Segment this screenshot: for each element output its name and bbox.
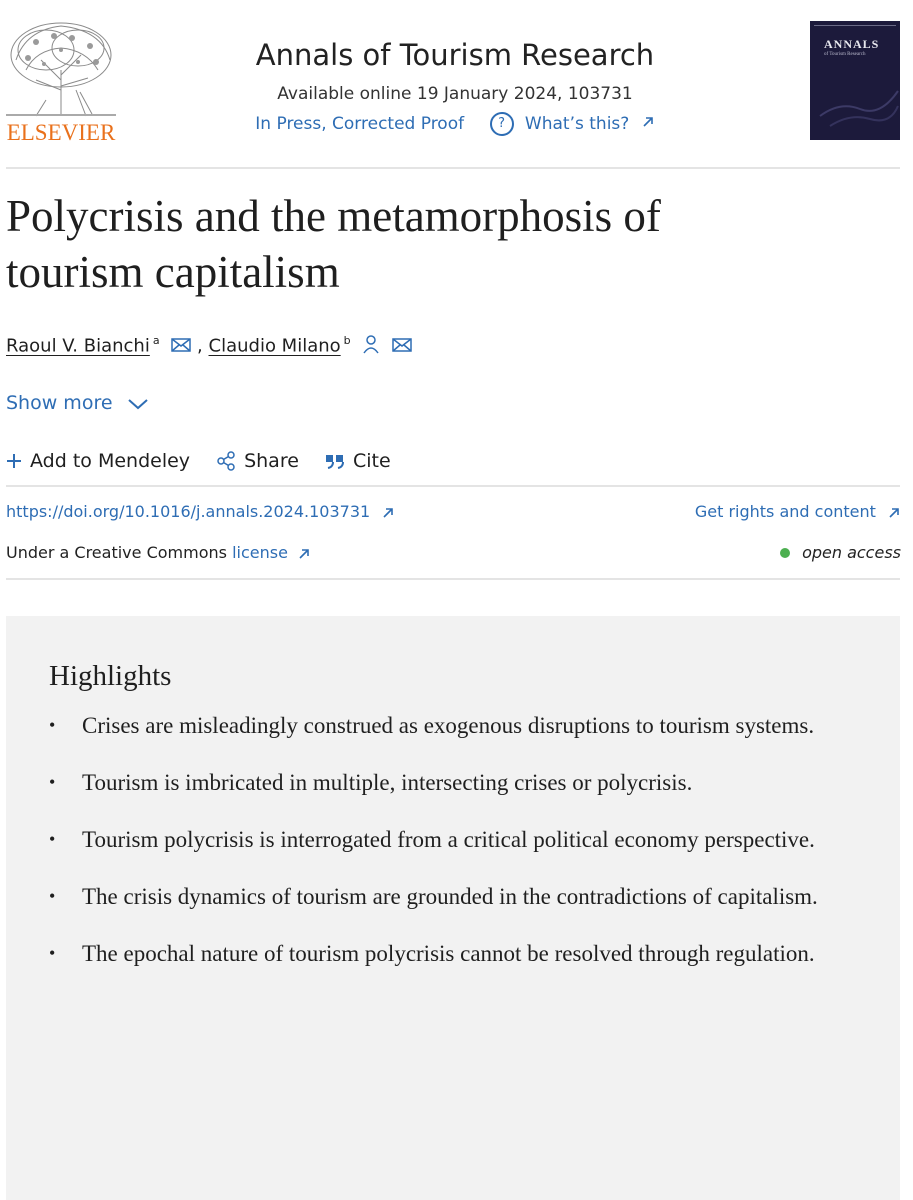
available-online-date: Available online 19 January 2024, 103731 bbox=[277, 84, 633, 104]
author-link[interactable]: Claudio Milano bbox=[208, 335, 341, 357]
open-access-label: open access bbox=[802, 543, 901, 562]
external-link-icon bbox=[887, 506, 901, 520]
cover-title: ANNALS bbox=[824, 37, 880, 51]
highlight-item: • Tourism is imbricated in multiple, intersecting crises or polycrisis. bbox=[49, 765, 829, 800]
highlight-item: • The crisis dynamics of tourism are grounded in the contradictions of capitalism. bbox=[49, 879, 829, 914]
journal-status-links bbox=[150, 112, 760, 136]
affiliation-marker[interactable]: b bbox=[343, 334, 351, 347]
whats-this-link[interactable]: What’s this? bbox=[524, 114, 630, 134]
highlight-item: • The epochal nature of tourism polycrisis cannot be resolved through regulation. bbox=[49, 936, 829, 971]
highlights-heading: Highlights bbox=[49, 660, 172, 692]
meta-divider bbox=[6, 578, 900, 580]
license-line bbox=[6, 543, 311, 562]
question-icon[interactable]: ? bbox=[490, 112, 514, 136]
external-link-icon bbox=[381, 506, 395, 520]
article-title-line: Polycrisis and the metamorphosis of bbox=[6, 191, 661, 241]
email-icon[interactable] bbox=[392, 336, 412, 357]
journal-title[interactable]: Annals of Tourism Research bbox=[255, 38, 655, 72]
share-icon bbox=[216, 451, 236, 471]
highlights-panel bbox=[6, 616, 900, 1200]
mendeley-label: Add to Mendeley bbox=[30, 449, 191, 472]
person-icon[interactable] bbox=[362, 334, 380, 359]
rights-text: Get rights and content bbox=[694, 502, 876, 521]
in-press-link[interactable]: In Press, Corrected Proof bbox=[255, 114, 465, 134]
doi-text: https://doi.org/10.1016/j.annals.2024.103731 bbox=[6, 502, 371, 521]
header-divider bbox=[6, 167, 900, 169]
article-title bbox=[6, 188, 886, 300]
article-title-line: tourism capitalism bbox=[6, 247, 340, 297]
affiliation-marker[interactable]: a bbox=[152, 334, 160, 347]
highlight-item: • Crises are misleadingly construed as exogenous disruptions to tourism systems. bbox=[49, 708, 829, 743]
highlight-item: • Tourism polycrisis is interrogated from a critical political economy perspective. bbox=[49, 822, 829, 857]
author-link[interactable]: Raoul V. Bianchi bbox=[6, 335, 150, 357]
elsevier-wordmark: ELSEVIER bbox=[6, 120, 116, 145]
highlights-list bbox=[49, 708, 829, 993]
author-list bbox=[6, 334, 412, 359]
quote-icon bbox=[325, 453, 345, 469]
show-more-label: Show more bbox=[6, 392, 113, 414]
email-icon[interactable] bbox=[171, 336, 191, 357]
license-link[interactable]: license bbox=[232, 543, 288, 562]
chevron-down-icon bbox=[127, 397, 149, 411]
author-separator: , bbox=[197, 335, 203, 357]
doi-link[interactable] bbox=[6, 502, 395, 521]
external-link-icon bbox=[297, 547, 311, 561]
elsevier-logo[interactable] bbox=[6, 20, 116, 144]
cite-label: Cite bbox=[352, 449, 391, 472]
open-access-badge bbox=[780, 543, 901, 562]
cite-button[interactable] bbox=[325, 450, 391, 472]
article-actions bbox=[6, 449, 411, 472]
share-label: Share bbox=[244, 449, 299, 472]
plus-icon bbox=[6, 453, 22, 469]
add-to-mendeley-button[interactable] bbox=[6, 450, 190, 472]
show-more-button[interactable] bbox=[6, 392, 149, 414]
actions-divider bbox=[6, 485, 900, 487]
rights-link[interactable] bbox=[695, 502, 901, 521]
license-prefix: Under a Creative Commons bbox=[6, 543, 227, 562]
external-link-icon bbox=[635, 114, 655, 134]
journal-cover-image[interactable] bbox=[810, 21, 900, 140]
cover-wave-graphic bbox=[810, 21, 900, 140]
share-button[interactable] bbox=[216, 450, 299, 472]
cover-subtitle: of Tourism Research bbox=[824, 52, 866, 57]
open-access-dot-icon bbox=[780, 548, 790, 558]
tree-icon bbox=[6, 20, 116, 118]
